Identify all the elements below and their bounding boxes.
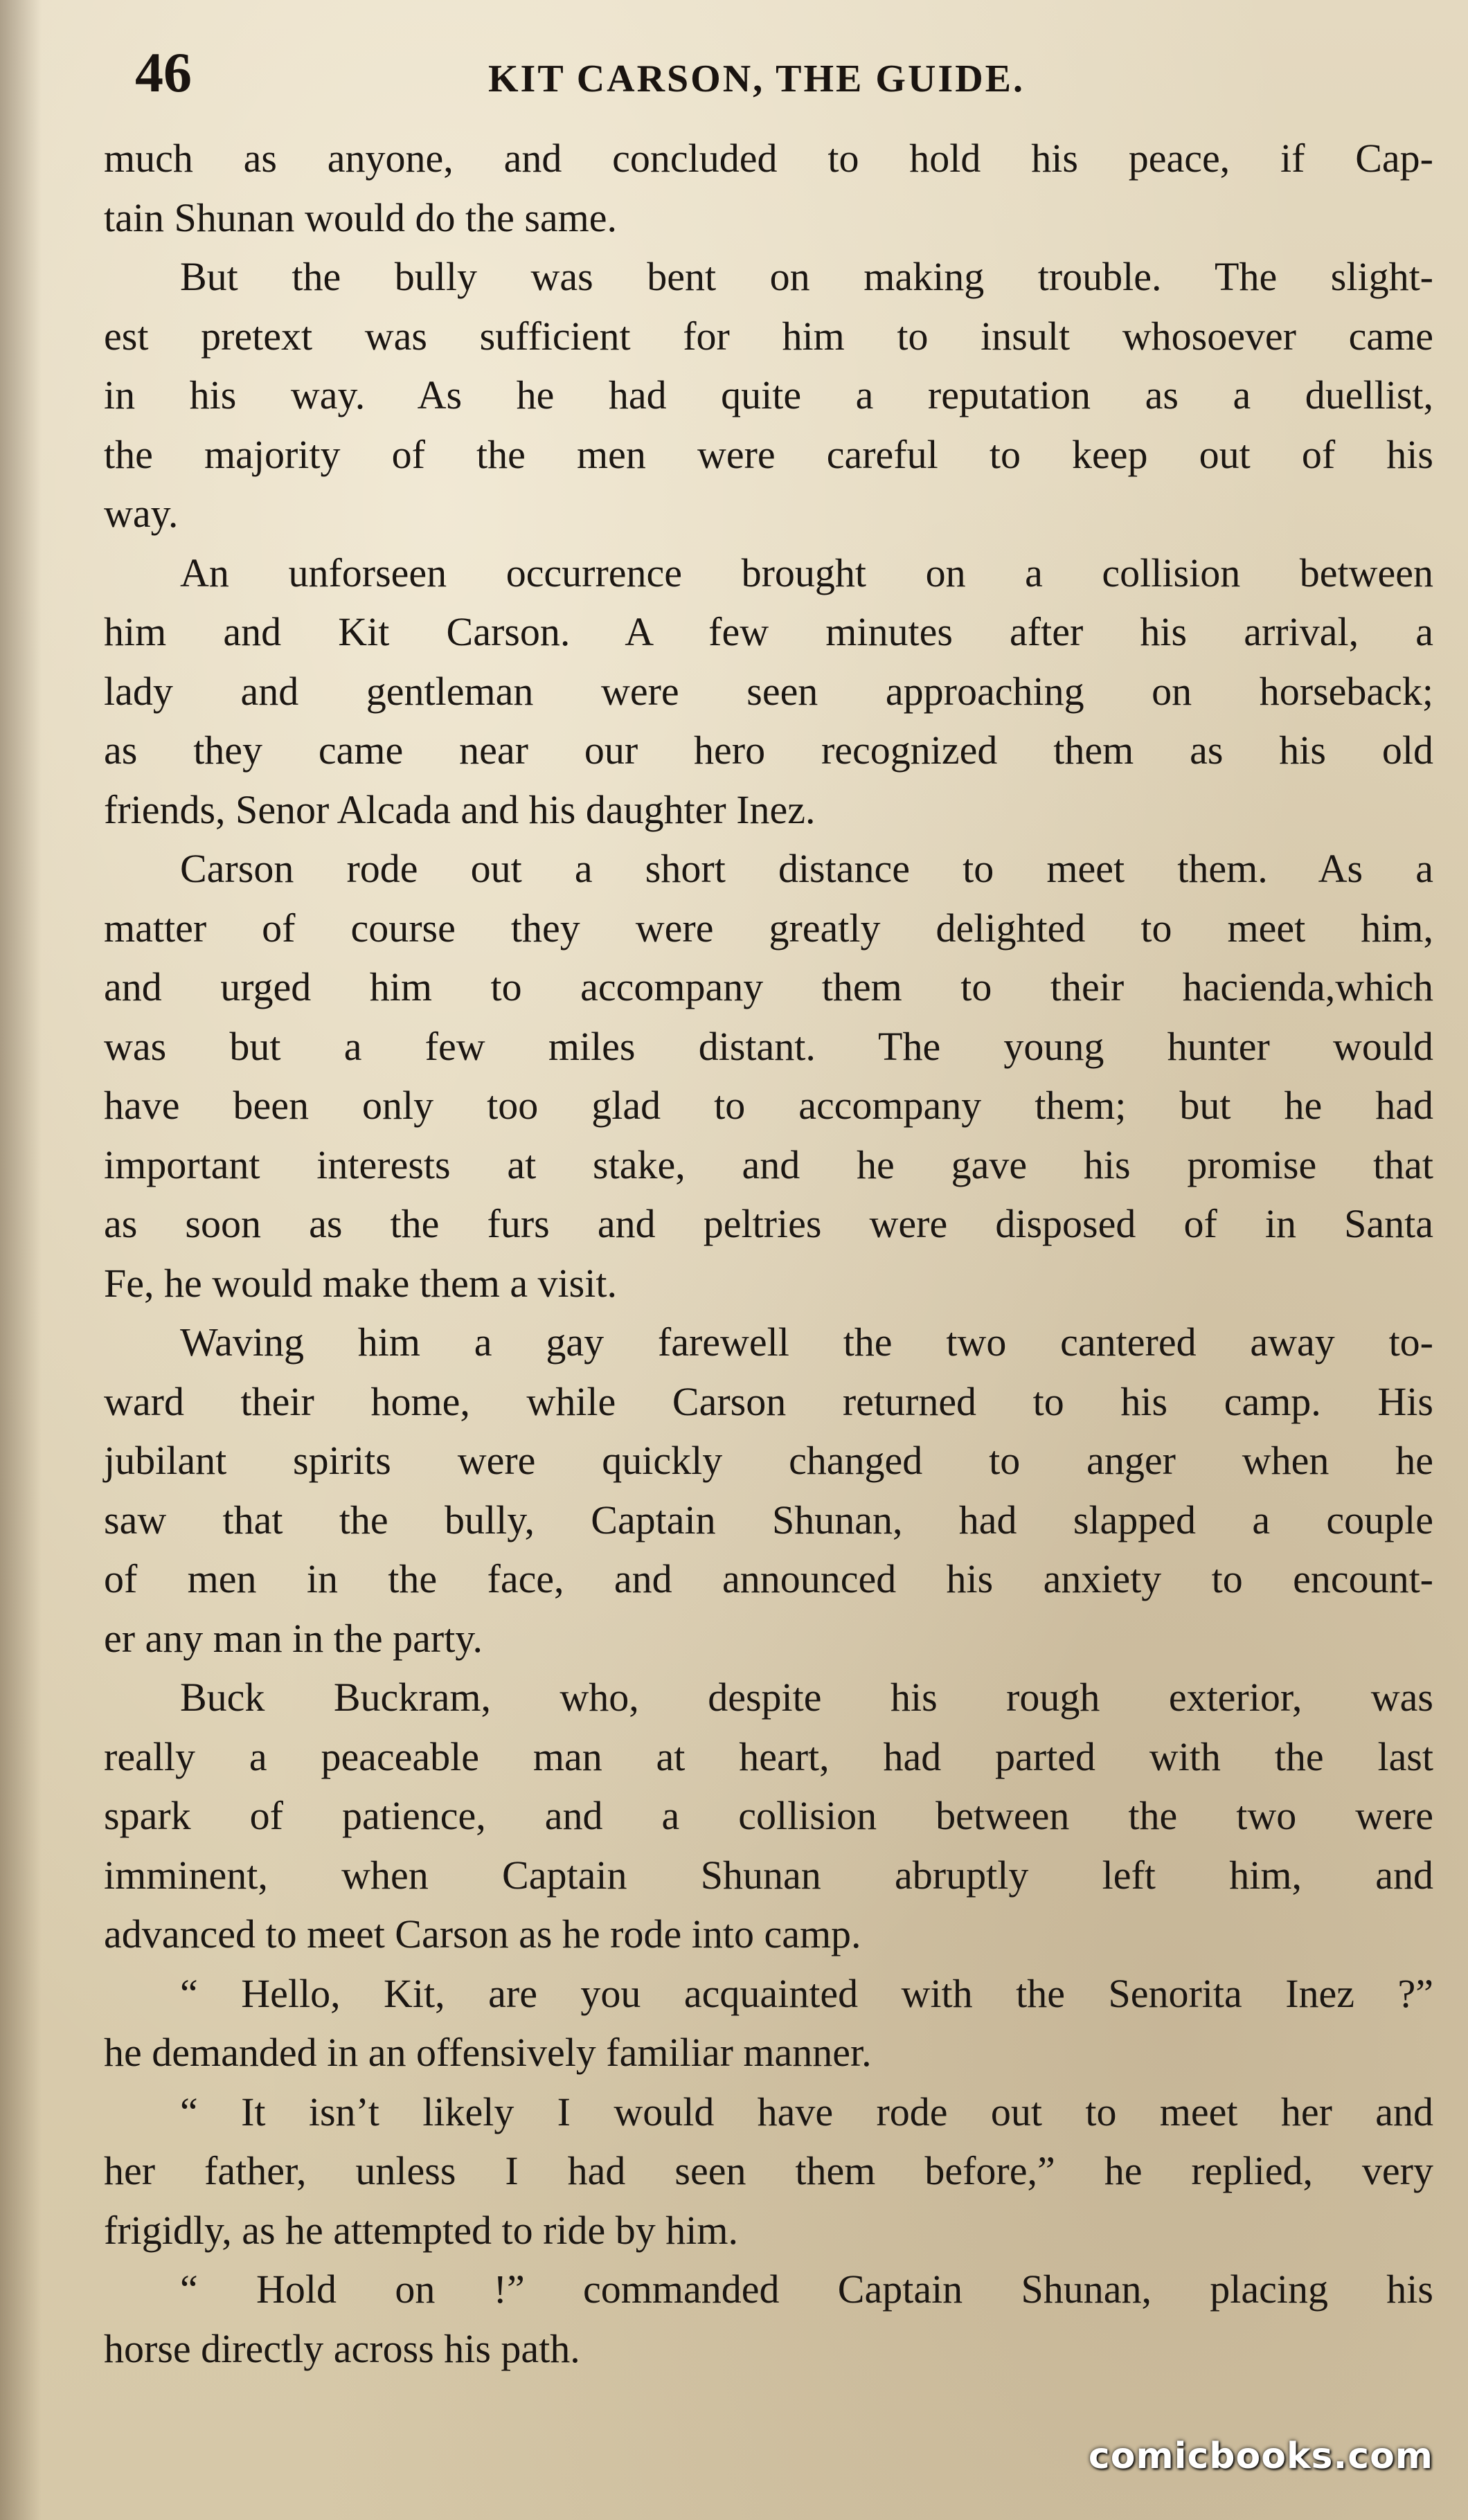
text-line: of men in the face, and announced his anxiety to encount- — [104, 1556, 1433, 1601]
text-line: in his way. As he had quite a reputation as a duellist, — [104, 372, 1433, 417]
text-line: er any man in the party. — [104, 1615, 483, 1661]
text-line: imminent, when Captain Shunan abruptly left him, and — [104, 1852, 1433, 1898]
text-line: as they came near our hero recognized them as his old — [104, 728, 1433, 773]
text-line: tain Shunan would do the same. — [104, 195, 618, 240]
text-line: jubilant spirits were quickly changed to anger when he — [104, 1438, 1433, 1483]
text-line: Buck Buckram, who, despite his rough exterior, was — [180, 1675, 1433, 1720]
page-number: 46 — [135, 41, 192, 104]
text-line: her father, unless I had seen them before,” he replied, very — [104, 2148, 1433, 2193]
text-line: as soon as the furs and peltries were disposed of in Santa — [104, 1201, 1433, 1246]
text-line: “ Hello, Kit, are you acquainted with the Senorita Inez ?” — [180, 1970, 1433, 2016]
body-text — [104, 129, 1433, 2378]
text-line: the majority of the men were careful to keep out of his — [104, 431, 1433, 477]
text-line: him and Kit Carson. A few minutes after his arrival, a — [104, 609, 1433, 654]
text-line: have been only too glad to accompany them; but he had — [104, 1083, 1433, 1128]
text-line: ward their home, while Carson returned to his camp. His — [104, 1378, 1433, 1424]
text-line: “ Hold on !” commanded Captain Shunan, placing his — [180, 2267, 1433, 2312]
text-line: spark of patience, and a collision between the two were — [104, 1793, 1433, 1838]
text-line: horse directly across his path. — [104, 2325, 580, 2371]
running-title: KIT CARSON, THE GUIDE. — [488, 57, 1025, 100]
text-line: was but a few miles distant. The young hunter would — [104, 1023, 1433, 1069]
running-head — [135, 42, 1444, 118]
text-line: matter of course they were greatly delighted to meet him, — [104, 905, 1433, 951]
text-line: and urged him to accompany them to their hacienda,which — [104, 964, 1433, 1009]
watermark: comicbooks.com — [1088, 2436, 1433, 2477]
text-line: “ It isn’t likely I would have rode out to meet her and — [180, 2089, 1433, 2134]
text-line: Carson rode out a short distance to meet them. As a — [180, 846, 1433, 891]
text-line: advanced to meet Carson as he rode into camp. — [104, 1911, 861, 1956]
text-line: But the bully was bent on making trouble. The slight- — [180, 254, 1433, 299]
text-line: saw that the bully, Captain Shunan, had slapped a couple — [104, 1497, 1433, 1542]
text-line: much as anyone, and concluded to hold his peace, if Cap- — [104, 136, 1433, 181]
text-line: An unforseen occurrence brought on a collision between — [180, 550, 1433, 595]
text-line: frigidly, as he attempted to ride by him. — [104, 2207, 738, 2253]
text-line: way. — [104, 491, 179, 536]
text-line: lady and gentleman were seen approaching on horseback; — [104, 668, 1433, 714]
text-line: friends, Senor Alcada and his daughter Inez. — [104, 786, 816, 832]
text-line: important interests at stake, and he gave his promise that — [104, 1142, 1433, 1187]
page-edge-shadow — [0, 0, 42, 2520]
text-line: Fe, he would make them a visit. — [104, 1260, 617, 1306]
text-line: really a peaceable man at heart, had parted with the last — [104, 1734, 1433, 1779]
text-line: est pretext was sufficient for him to insult whosoever came — [104, 313, 1433, 359]
text-line: Waving him a gay farewell the two cantered away to- — [180, 1320, 1433, 1365]
text-line: he demanded in an offensively familiar manner. — [104, 2030, 872, 2075]
